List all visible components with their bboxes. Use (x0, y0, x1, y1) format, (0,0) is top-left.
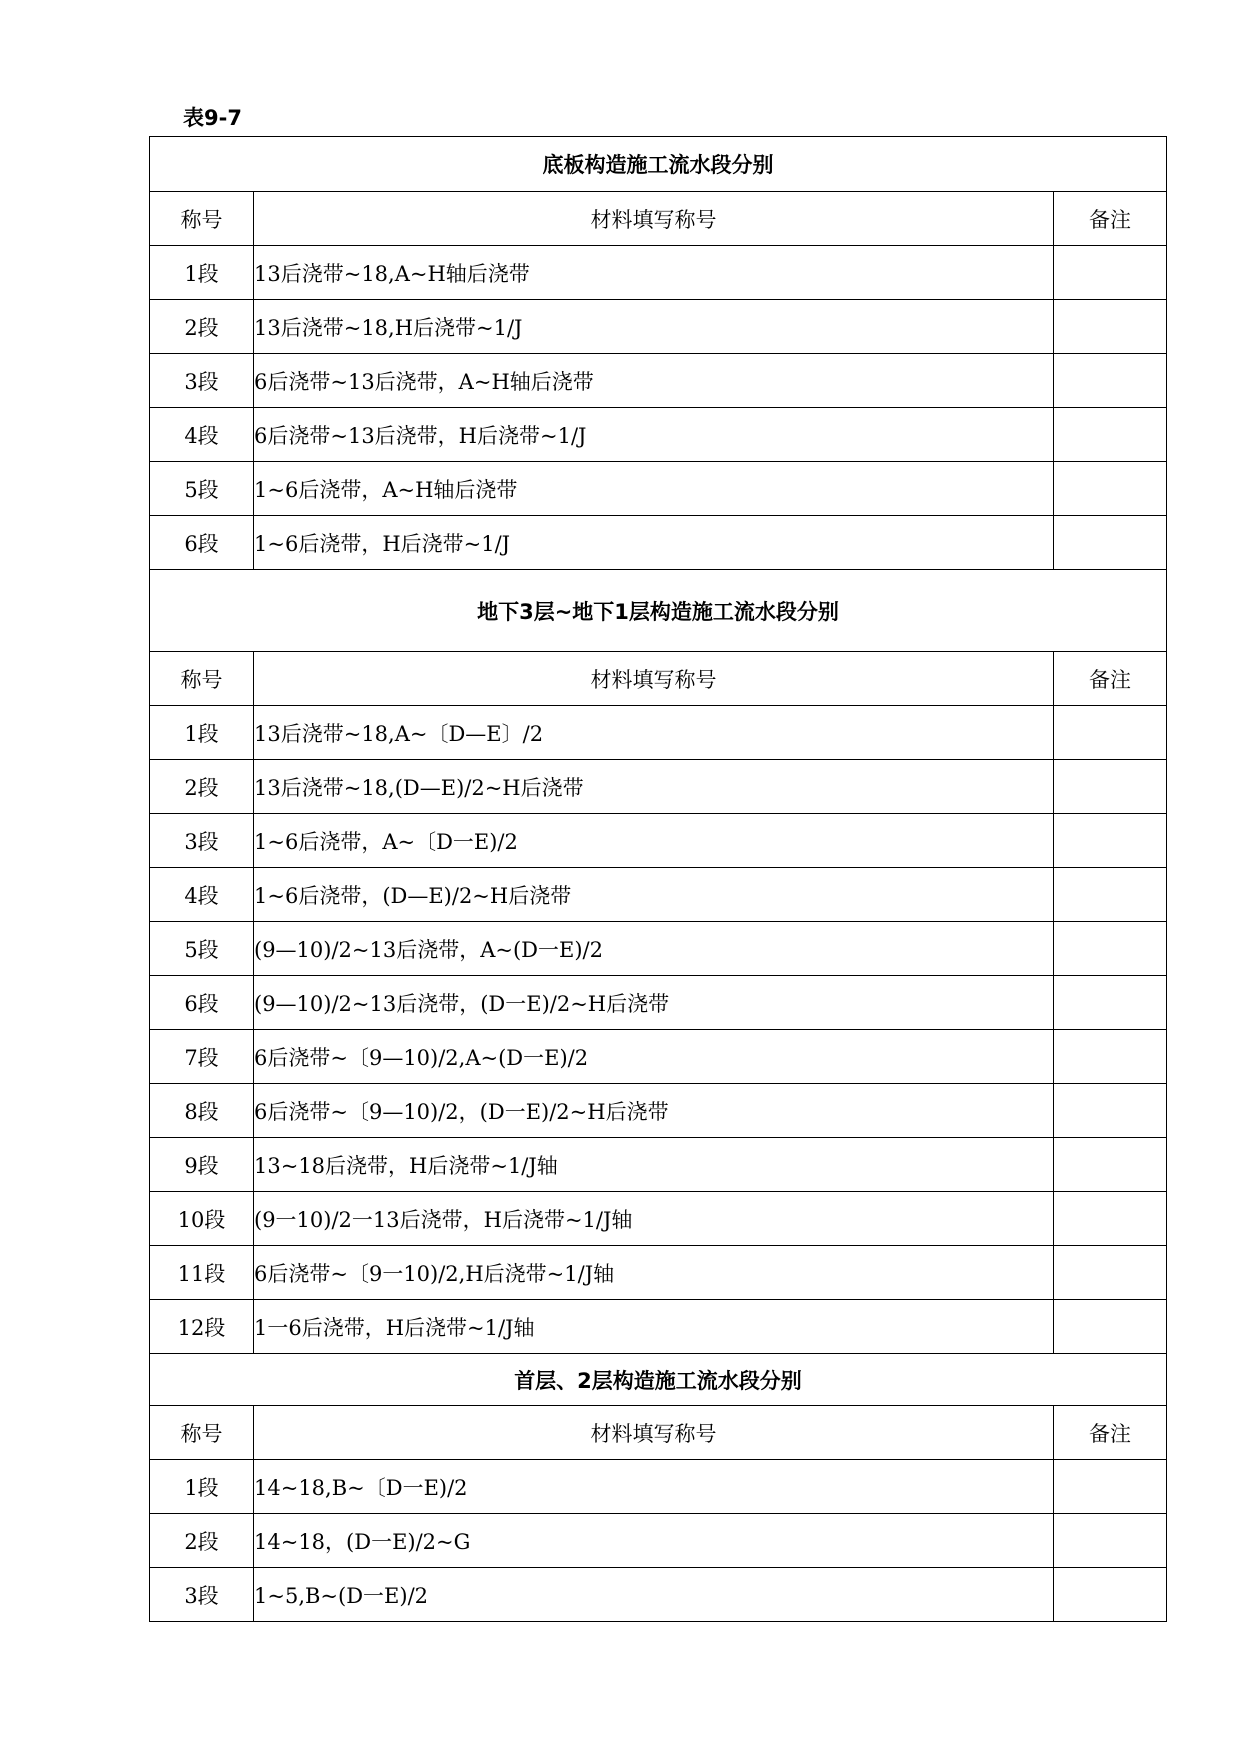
table-row (150, 1246, 1167, 1300)
cell-note (1054, 516, 1167, 570)
cell-content: (9—10)/2~13后浇带，(D一E)/2~H后浇带 (254, 976, 1054, 1030)
cell-note (1054, 760, 1167, 814)
cell-content: 6后浇带~13后浇带，A~H轴后浇带 (254, 354, 1054, 408)
cell-no: 4段 (150, 868, 254, 922)
cell-no: 12段 (150, 1300, 254, 1354)
cell-content: 1~6后浇带，A~〔D一E)/2 (254, 814, 1054, 868)
cell-no: 3段 (150, 1568, 254, 1622)
cell-no: 7段 (150, 1030, 254, 1084)
cell-no: 5段 (150, 922, 254, 976)
cell-no: 1段 (150, 246, 254, 300)
column-header-content: 材料填写称号 (254, 192, 1054, 246)
cell-no: 11段 (150, 1246, 254, 1300)
cell-content: 1一6后浇带，H后浇带~1/J轴 (254, 1300, 1054, 1354)
cell-no: 3段 (150, 354, 254, 408)
column-header-row (150, 1406, 1167, 1460)
cell-content: 1~6后浇带，H后浇带~1/J (254, 516, 1054, 570)
column-header-content: 材料填写称号 (254, 652, 1054, 706)
table-row (150, 814, 1167, 868)
cell-content: 6后浇带~13后浇带，H后浇带~1/J (254, 408, 1054, 462)
cell-content: 13后浇带~18,(D—E)/2~H后浇带 (254, 760, 1054, 814)
table-row (150, 760, 1167, 814)
cell-no: 1段 (150, 1460, 254, 1514)
cell-no: 4段 (150, 408, 254, 462)
column-header-note: 备注 (1054, 192, 1167, 246)
cell-note (1054, 706, 1167, 760)
cell-no: 2段 (150, 1514, 254, 1568)
table-row (150, 1084, 1167, 1138)
cell-content: 13后浇带~18,A~H轴后浇带 (254, 246, 1054, 300)
table-row (150, 408, 1167, 462)
cell-no: 6段 (150, 516, 254, 570)
cell-note (1054, 1192, 1167, 1246)
cell-content: 6后浇带~〔9—10)/2，(D一E)/2~H后浇带 (254, 1084, 1054, 1138)
cell-content: 14~18，(D一E)/2~G (254, 1514, 1054, 1568)
cell-note (1054, 814, 1167, 868)
column-header-no: 称号 (150, 652, 254, 706)
cell-content: (9—10)/2~13后浇带，A~(D一E)/2 (254, 922, 1054, 976)
column-header-row (150, 652, 1167, 706)
table-row (150, 1300, 1167, 1354)
column-header-note: 备注 (1054, 1406, 1167, 1460)
cell-note (1054, 1300, 1167, 1354)
section-title: 首层、2层构造施工流水段分别 (150, 1354, 1167, 1406)
section-title-row (150, 137, 1167, 192)
cell-content: 1~6后浇带，A~H轴后浇带 (254, 462, 1054, 516)
cell-note (1054, 922, 1167, 976)
cell-content: 13后浇带~18,A~〔D—E〕/2 (254, 706, 1054, 760)
cell-note (1054, 868, 1167, 922)
cell-no: 10段 (150, 1192, 254, 1246)
cell-no: 8段 (150, 1084, 254, 1138)
table-row (150, 1192, 1167, 1246)
column-header-row (150, 192, 1167, 246)
table-label: 表9-7 (183, 106, 242, 130)
column-header-no: 称号 (150, 1406, 254, 1460)
cell-note (1054, 300, 1167, 354)
section-title-row (150, 570, 1167, 652)
section-title: 底板构造施工流水段分别 (150, 137, 1167, 192)
table-row (150, 354, 1167, 408)
cell-no: 2段 (150, 760, 254, 814)
cell-content: 6后浇带~〔9—10)/2,A~(D一E)/2 (254, 1030, 1054, 1084)
cell-content: 14~18,B~〔D一E)/2 (254, 1460, 1054, 1514)
column-header-content: 材料填写称号 (254, 1406, 1054, 1460)
cell-no: 2段 (150, 300, 254, 354)
table-row (150, 1568, 1167, 1622)
cell-content: (9一10)/2一13后浇带，H后浇带~1/J轴 (254, 1192, 1054, 1246)
cell-note (1054, 408, 1167, 462)
table-row (150, 1514, 1167, 1568)
table-row (150, 868, 1167, 922)
cell-no: 5段 (150, 462, 254, 516)
table-row (150, 976, 1167, 1030)
cell-no: 1段 (150, 706, 254, 760)
cell-note (1054, 1514, 1167, 1568)
cell-note (1054, 246, 1167, 300)
cell-note (1054, 1460, 1167, 1514)
section-title: 地下3层~地下1层构造施工流水段分别 (150, 570, 1167, 652)
cell-note (1054, 1568, 1167, 1622)
cell-no: 9段 (150, 1138, 254, 1192)
construction-sections-table (149, 136, 1167, 1622)
column-header-no: 称号 (150, 192, 254, 246)
table-row (150, 922, 1167, 976)
table-row (150, 1460, 1167, 1514)
table-row (150, 1138, 1167, 1192)
cell-no: 6段 (150, 976, 254, 1030)
cell-note (1054, 1030, 1167, 1084)
cell-note (1054, 1138, 1167, 1192)
cell-note (1054, 354, 1167, 408)
table-row (150, 462, 1167, 516)
cell-content: 1~5,B~(D一E)/2 (254, 1568, 1054, 1622)
cell-content: 6后浇带~〔9一10)/2,H后浇带~1/J轴 (254, 1246, 1054, 1300)
cell-no: 3段 (150, 814, 254, 868)
cell-note (1054, 462, 1167, 516)
section-title-row (150, 1354, 1167, 1406)
table-row (150, 1030, 1167, 1084)
cell-note (1054, 1084, 1167, 1138)
cell-content: 1~6后浇带，(D—E)/2~H后浇带 (254, 868, 1054, 922)
table-row (150, 516, 1167, 570)
cell-content: 13后浇带~18,H后浇带~1/J (254, 300, 1054, 354)
cell-note (1054, 976, 1167, 1030)
table-row (150, 706, 1167, 760)
cell-note (1054, 1246, 1167, 1300)
table-row (150, 246, 1167, 300)
column-header-note: 备注 (1054, 652, 1167, 706)
cell-content: 13~18后浇带，H后浇带~1/J轴 (254, 1138, 1054, 1192)
table-row (150, 300, 1167, 354)
